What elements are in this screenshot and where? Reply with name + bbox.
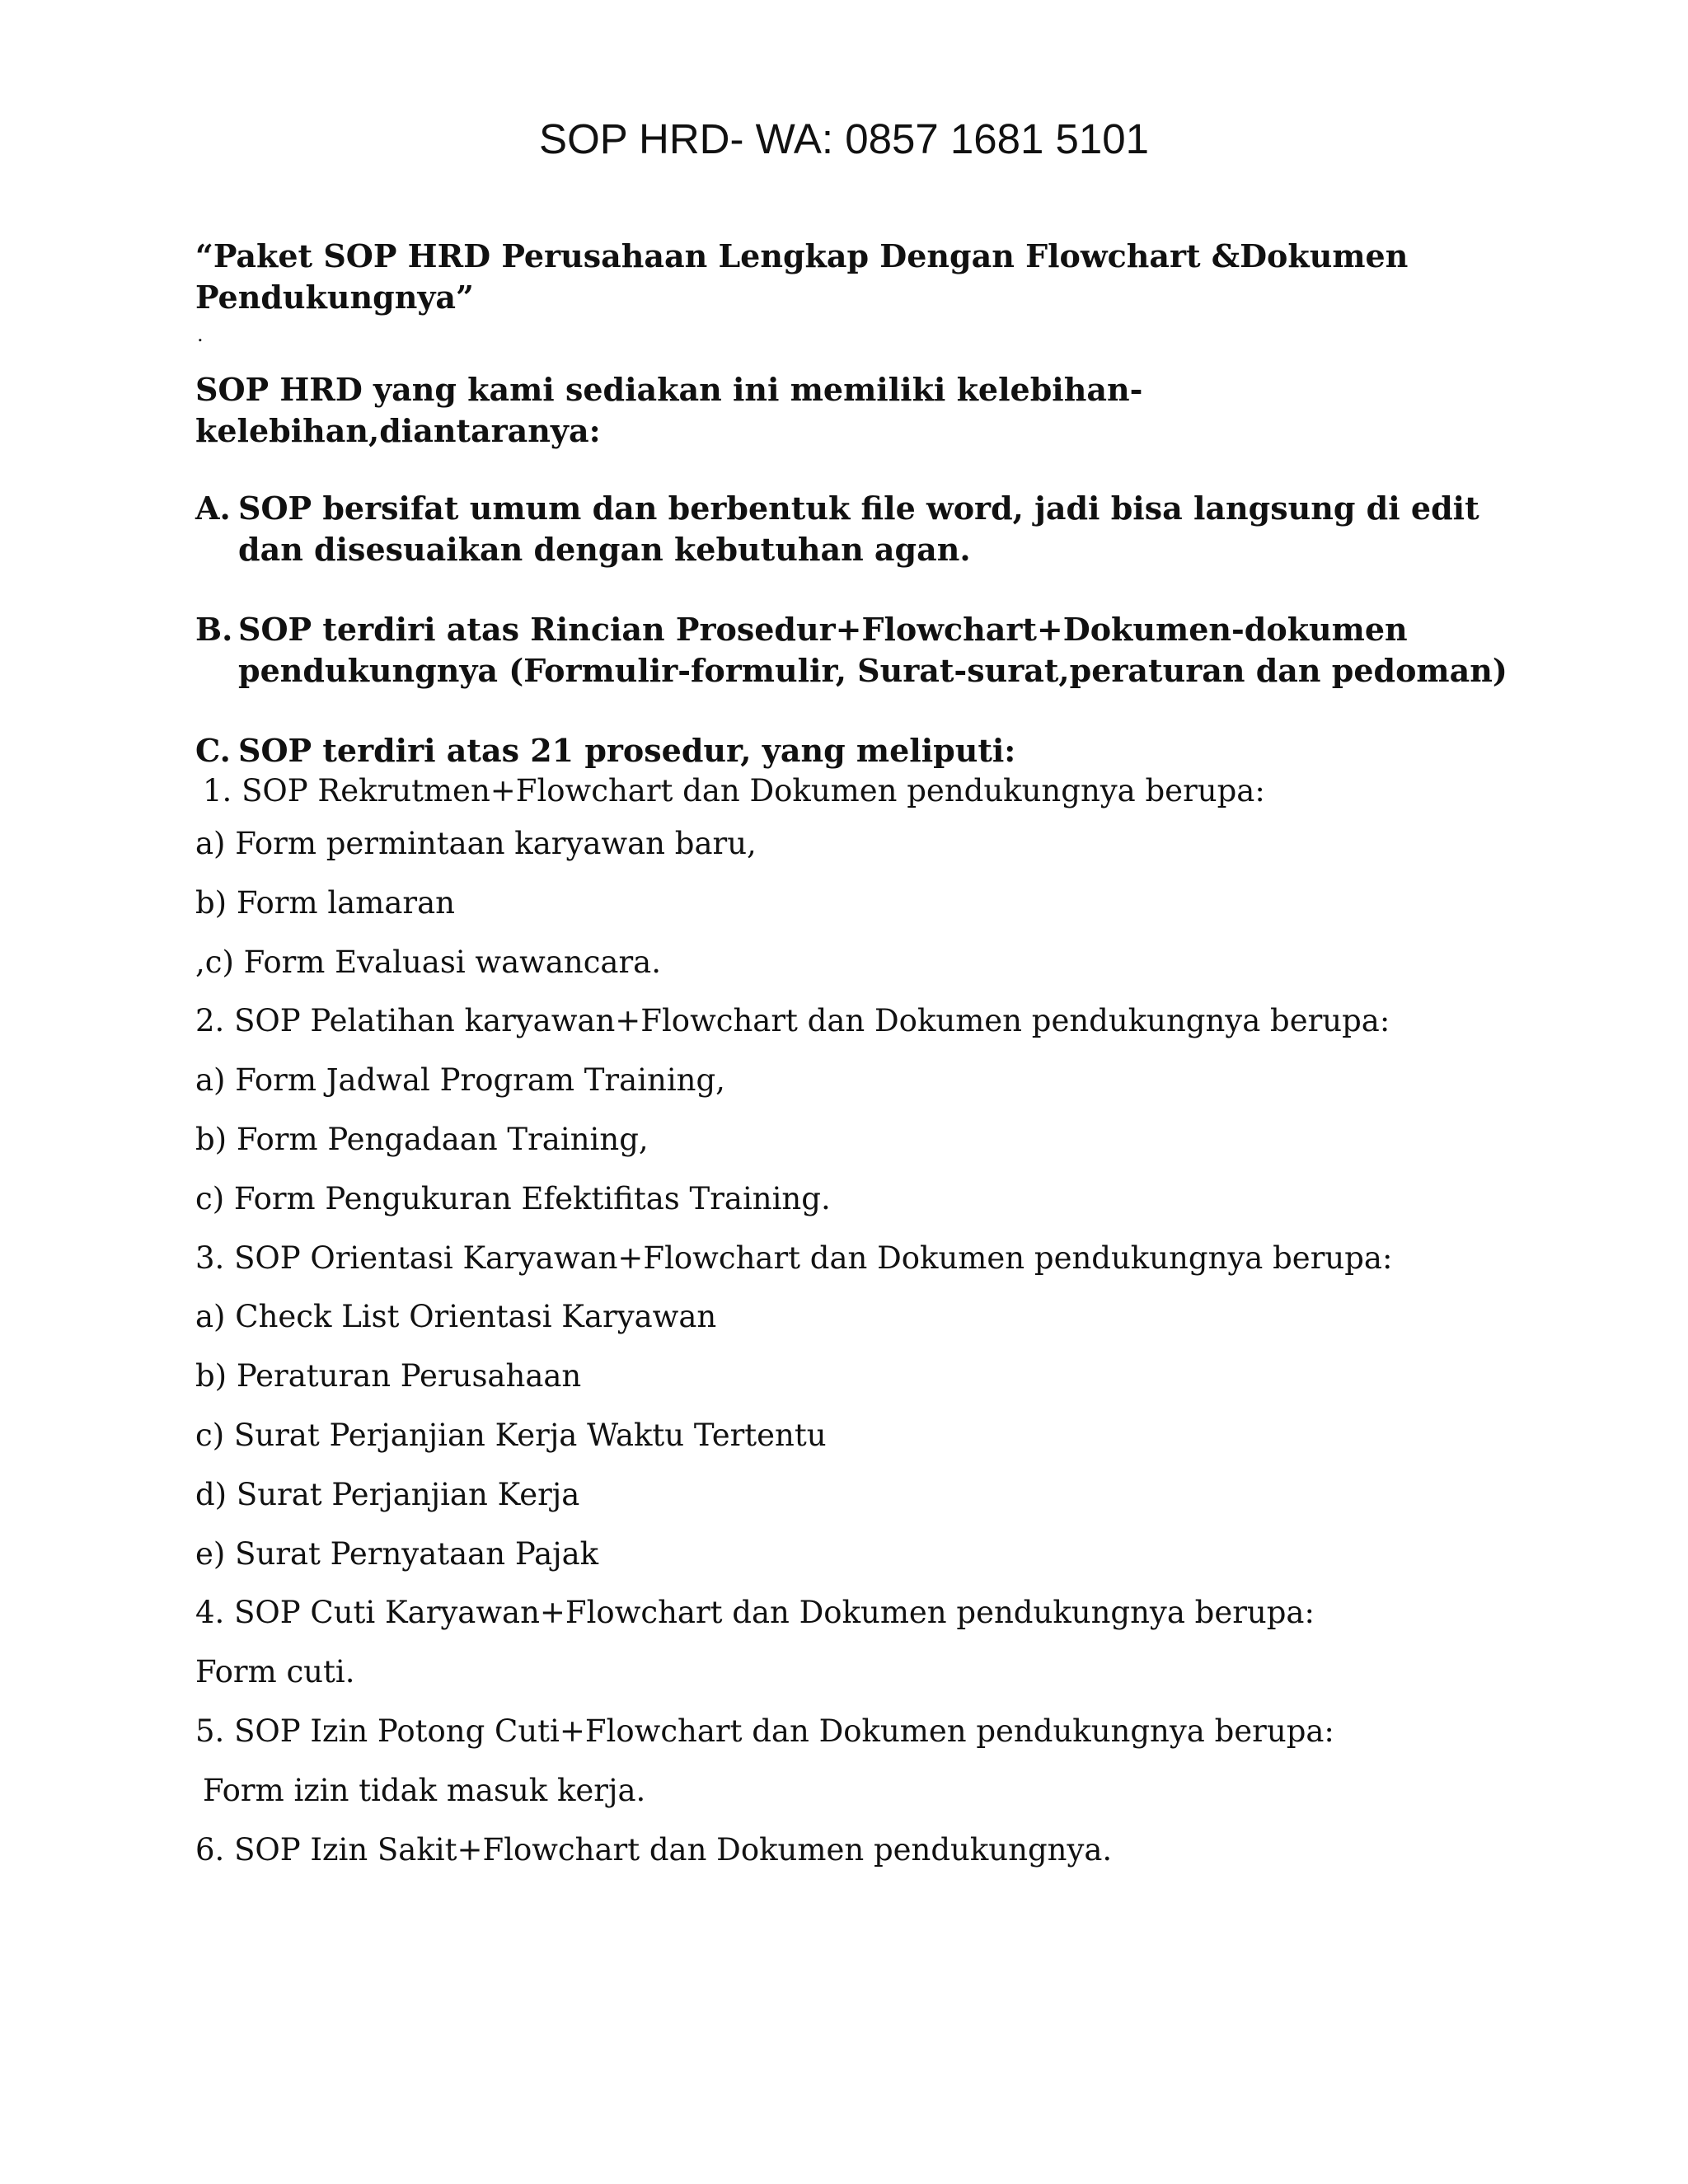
procedure-document-item: d) Surat Perjanjian Kerja — [195, 1476, 580, 1512]
procedure-list — [195, 771, 1514, 1889]
procedure-heading-5: 5. SOP Izin Potong Cuti+Flowchart dan Dokumen pendukungnya berupa: — [195, 1713, 1334, 1749]
procedure-document-item: b) Form lamaran — [195, 884, 455, 921]
procedure-document-item: a) Form Jadwal Program Training, — [195, 1062, 725, 1099]
procedure-heading-6: 6. SOP Izin Sakit+Flowchart dan Dokumen pendukungnya. — [195, 1831, 1113, 1868]
procedure-document-item: ,c) Form Evaluasi wawancara. — [195, 944, 661, 980]
procedure-heading-1: 1. SOP Rekrutmen+Flowchart dan Dokumen pendukungnya berupa: — [203, 773, 1265, 808]
advantage-letter: A. — [195, 490, 231, 527]
procedure-heading-4: 4. SOP Cuti Karyawan+Flowchart dan Dokumen pendukungnya berupa: — [195, 1595, 1315, 1631]
advantage-letter: C. — [195, 732, 231, 769]
document-body — [195, 236, 1514, 1889]
procedure-document-item: c) Surat Perjanjian Kerja Waktu Tertentu — [195, 1417, 827, 1453]
procedure-document-item: a) Form permintaan karyawan baru, — [195, 826, 757, 861]
advantage-item-a — [195, 488, 1514, 570]
procedure-document-item: c) Form Pengukuran Efektifitas Training. — [195, 1180, 831, 1216]
advantage-letter: B. — [195, 611, 233, 648]
procedure-document-item: e) Surat Pernyataan Pajak — [195, 1535, 599, 1572]
advantage-text: SOP terdiri atas Rincian Prosedur+Flowchart+Dokumen-dokumen pendukungnya (Formulir-formulir, Surat-surat,peraturan dan pedoman) — [238, 611, 1507, 689]
page-header: SOP HRD- WA: 0857 1681 5101 — [539, 115, 1149, 162]
procedure-document-item: a) Check List Orientasi Karyawan — [195, 1299, 717, 1335]
procedure-document-item: Form izin tidak masuk kerja. — [203, 1772, 646, 1808]
intro-paragraph: SOP HRD yang kami sediakan ini memiliki kelebihan-kelebihan,diantaranya: — [195, 371, 1143, 449]
document-title: “Paket SOP HRD Perusahaan Lengkap Dengan Flowchart &Dokumen Pendukungnya” — [195, 237, 1409, 316]
procedure-heading-2: 2. SOP Pelatihan karyawan+Flowchart dan Dokumen pendukungnya berupa: — [195, 1003, 1390, 1039]
advantage-item-c — [195, 730, 1514, 771]
advantage-text: SOP bersifat umum dan berbentuk file word, jadi bisa langsung di edit dan disesuaikan dengan kebutuhan agan. — [238, 490, 1479, 568]
procedure-heading-3: 3. SOP Orientasi Karyawan+Flowchart dan Dokumen pendukungnya berupa: — [195, 1240, 1393, 1276]
procedure-document-item: Form cuti. — [195, 1654, 355, 1690]
procedure-document-item: b) Peraturan Perusahaan — [195, 1358, 582, 1394]
advantage-text: SOP terdiri atas 21 prosedur, yang meliputi: — [238, 732, 1016, 769]
procedure-document-item: b) Form Pengadaan Training, — [195, 1121, 649, 1157]
advantages-list — [195, 488, 1514, 771]
advantage-item-b — [195, 609, 1514, 691]
separator-dot: . — [197, 323, 204, 346]
